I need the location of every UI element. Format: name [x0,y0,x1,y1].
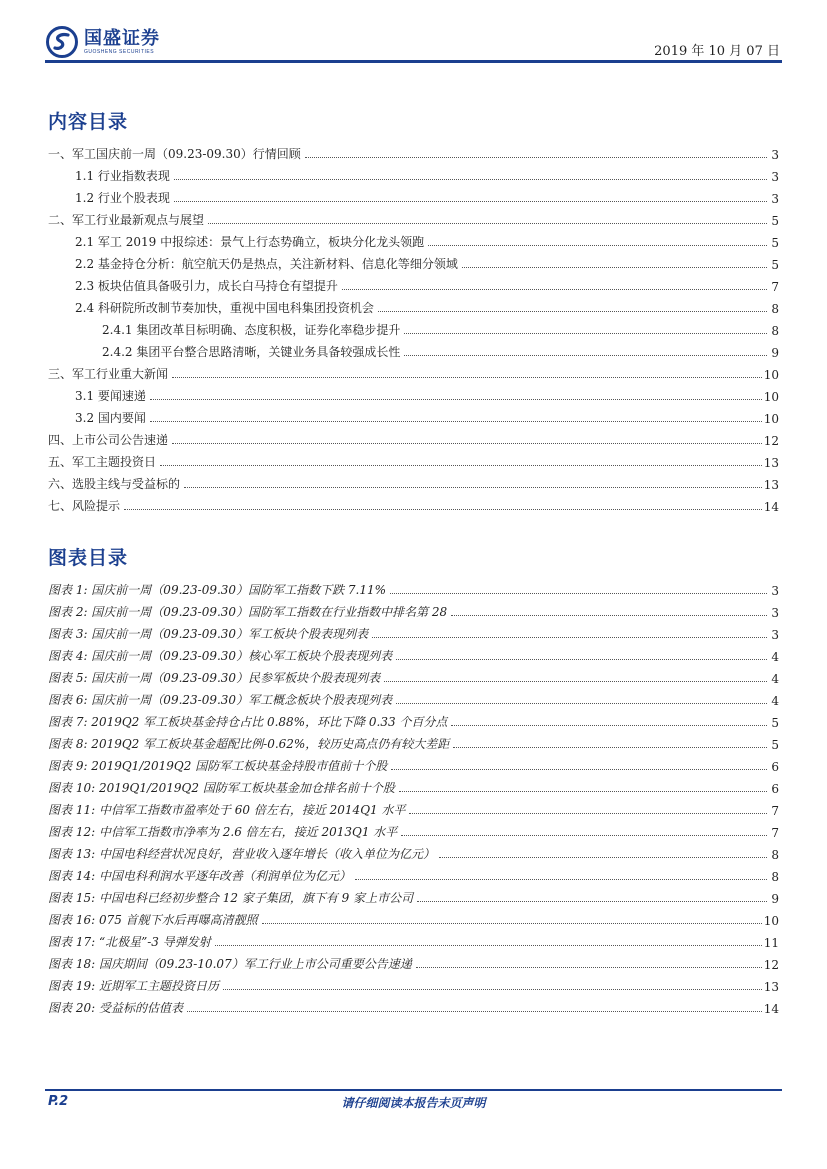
entry-title: 图表 4: 国庆前一周（09.23-09.30）核心军工板块个股表现列表 [48,649,393,663]
entry-title: 2.4.2 集团平台整合思路清晰，关键业务具备较强成长性 [48,343,402,360]
entry-page: 3 [771,584,779,598]
leader-dots [378,311,767,312]
toc-entry[interactable] [48,338,779,360]
leader-dots [417,901,767,902]
entry-title: 2.3 板块估值具备吸引力，成长白马持仓有望提升 [48,277,340,294]
figure-entry[interactable] [48,664,779,686]
toc-entry[interactable] [48,294,779,316]
entry-title: 四、上市公司公告速递 [48,433,169,447]
leader-dots [462,267,767,268]
leader-dots [416,967,762,968]
leader-dots [355,879,767,880]
leader-dots [150,399,762,400]
entry-page: 8 [771,870,779,884]
toc-entry[interactable] [48,228,779,250]
leader-dots [305,157,767,158]
leader-dots [390,593,767,594]
leader-dots [401,835,767,836]
entry-page: 8 [771,848,779,862]
toc-entry[interactable] [48,382,779,404]
figure-entry[interactable] [48,730,779,752]
toc-entry[interactable] [48,184,779,206]
entry-page: 9 [771,346,779,360]
toc-entry[interactable] [48,426,779,448]
entry-page: 13 [763,980,779,994]
contents-title: 内容目录 [48,111,129,133]
entry-title: 一、军工国庆前一周（09.23-09.30）行情回顾 [48,147,301,161]
toc-entry[interactable] [48,492,779,514]
entry-title: 图表 13: 中国电科经营状况良好，营业收入逐年增长（收入单位为亿元） [48,847,435,861]
figure-entry[interactable] [48,708,779,730]
figure-entry[interactable] [48,862,779,884]
entry-title: 1.1 行业指数表现 [48,167,172,184]
brand-subtitle: GUOSHENG SECURITIES [84,49,155,55]
entry-page: 7 [771,804,779,818]
entry-page: 12 [763,958,779,972]
figures-list [48,576,779,1016]
entry-page: 10 [763,914,779,928]
figure-entry[interactable] [48,840,779,862]
toc-entry[interactable] [48,272,779,294]
figure-entry[interactable] [48,994,779,1016]
entry-title: 图表 16: 075 首舰下水后再曝高清靓照 [48,913,258,927]
footer-disclaimer: 请仔细阅读本报告末页声明 [341,1096,486,1110]
entry-page: 5 [771,738,779,752]
toc-entry[interactable] [48,162,779,184]
entry-title: 2.2 基金持仓分析：航空航天仍是热点，关注新材料、信息化等细分领域 [48,255,460,272]
leader-dots [223,989,762,990]
leader-dots [384,681,767,682]
entry-title: 图表 6: 国庆前一周（09.23-09.30）军工概念板块个股表现列表 [48,693,393,707]
leader-dots [174,201,767,202]
figure-entry[interactable] [48,752,779,774]
entry-page: 13 [763,478,779,492]
entry-page: 3 [771,170,779,184]
entry-page: 7 [771,280,779,294]
leader-dots [342,289,767,290]
entry-page: 3 [771,606,779,620]
entry-page: 3 [771,148,779,162]
entry-page: 9 [771,892,779,906]
figure-entry[interactable] [48,576,779,598]
brand-logo [46,26,160,58]
entry-page: 8 [771,324,779,338]
entry-page: 5 [771,214,779,228]
figure-entry[interactable] [48,774,779,796]
entry-title: 图表 12: 中信军工指数市净率为 2.6 倍左右，接近 2013Q1 水平 [48,825,398,839]
header-rule [45,60,782,63]
entry-title: 图表 9: 2019Q1/2019Q2 国防军工板块基金持股市值前十个股 [48,759,388,773]
leader-dots [160,465,762,466]
entry-title: 七、风险提示 [48,499,121,513]
figure-entry[interactable] [48,972,779,994]
toc-entry[interactable] [48,404,779,426]
entry-title: 2.4.1 集团改革目标明确、态度积极，证券化率稳步提升 [48,321,402,338]
toc-entry[interactable] [48,250,779,272]
entry-title: 图表 17: “北极星”-3 导弹发射 [48,935,211,949]
entry-title: 图表 7: 2019Q2 军工板块基金持仓占比 0.88%，环比下降 0.33 个百分点 [48,715,448,729]
leader-dots [439,857,767,858]
entry-title: 二、军工行业最新观点与展望 [48,213,205,227]
leader-dots [404,355,767,356]
leader-dots [409,813,767,814]
leader-dots [150,421,762,422]
leader-dots [372,637,767,638]
entry-page: 12 [763,434,779,448]
leader-dots [215,945,762,946]
entry-page: 4 [771,650,779,664]
figure-entry[interactable] [48,620,779,642]
page-number: P.2 [48,1094,69,1109]
leader-dots [262,923,762,924]
figure-entry[interactable] [48,598,779,620]
toc-entry[interactable] [48,206,779,228]
toc-entry[interactable] [48,448,779,470]
entry-page: 13 [763,456,779,470]
entry-title: 3.1 要闻速递 [48,387,148,404]
entry-title: 图表 20: 受益标的估值表 [48,1001,183,1015]
leader-dots [451,615,767,616]
leader-dots [453,747,767,748]
entry-title: 图表 3: 国庆前一周（09.23-09.30）军工板块个股表现列表 [48,627,369,641]
entry-page: 5 [771,716,779,730]
footer-rule [45,1089,782,1091]
leader-dots [396,703,767,704]
leader-dots [172,377,762,378]
leader-dots [124,509,762,510]
figure-entry[interactable] [48,686,779,708]
entry-page: 4 [771,672,779,686]
brand-name: 国盛证券 [84,28,160,49]
entry-title: 图表 15: 中国电科已经初步整合 12 家子集团，旗下有 9 家上市公司 [48,891,414,905]
figure-entry[interactable] [48,884,779,906]
leader-dots [396,659,767,660]
entry-page: 10 [763,412,779,426]
entry-page: 6 [771,782,779,796]
entry-title: 图表 14: 中国电科利润水平逐年改善（利润单位为亿元） [48,869,351,883]
figures-title: 图表目录 [48,547,129,569]
guosheng-logo-icon [46,26,78,58]
leader-dots [187,1011,762,1012]
leader-dots [404,333,767,334]
figure-entry[interactable] [48,796,779,818]
leader-dots [208,223,767,224]
entry-page: 10 [763,390,779,404]
entry-title: 2.4 科研院所改制节奏加快，重视中国电科集团投资机会 [48,299,376,316]
entry-page: 4 [771,694,779,708]
leader-dots [399,791,767,792]
toc-entry[interactable] [48,470,779,492]
entry-title: 图表 8: 2019Q2 军工板块基金超配比例-0.62%，较历史高点仍有较大差距 [48,737,450,751]
entry-title: 图表 5: 国庆前一周（09.23-09.30）民参军板块个股表现列表 [48,671,381,685]
entry-title: 2.1 军工 2019 中报综述：景气上行态势确立，板块分化龙头领跑 [48,233,426,250]
contents-list [48,140,779,514]
entry-title: 图表 1: 国庆前一周（09.23-09.30）国防军工指数下跌 7.11% [48,583,387,597]
entry-title: 三、军工行业重大新闻 [48,367,169,381]
entry-title: 六、选股主线与受益标的 [48,477,181,491]
entry-title: 图表 18: 国庆期间（09.23-10.07）军工行业上市公司重要公告速递 [48,957,412,971]
entry-page: 3 [771,192,779,206]
figure-entry[interactable] [48,906,779,928]
entry-title: 1.2 行业个股表现 [48,189,172,206]
entry-page: 11 [763,936,779,950]
toc-entry[interactable] [48,316,779,338]
figure-entry[interactable] [48,642,779,664]
toc-entry[interactable] [48,360,779,382]
entry-page: 3 [771,628,779,642]
entry-page: 5 [771,258,779,272]
leader-dots [174,179,767,180]
figure-entry[interactable] [48,928,779,950]
entry-title: 图表 19: 近期军工主题投资日历 [48,979,219,993]
entry-page: 6 [771,760,779,774]
toc-entry[interactable] [48,140,779,162]
entry-page: 10 [763,368,779,382]
leader-dots [428,245,767,246]
entry-page: 7 [771,826,779,840]
leader-dots [184,487,762,488]
entry-title: 图表 2: 国庆前一周（09.23-09.30）国防军工指数在行业指数中排名第 28 [48,605,448,619]
figure-entry[interactable] [48,818,779,840]
entry-page: 5 [771,236,779,250]
entry-title: 五、军工主题投资日 [48,455,157,469]
entry-title: 图表 11: 中信军工指数市盈率处于 60 倍左右，接近 2014Q1 水平 [48,803,406,817]
leader-dots [391,769,767,770]
report-date: 2019 年 10 月 07 日 [654,44,780,59]
entry-page: 14 [763,500,779,514]
page-header [0,0,827,64]
entry-page: 14 [763,1002,779,1016]
entry-page: 8 [771,302,779,316]
leader-dots [451,725,767,726]
leader-dots [172,443,762,444]
entry-title: 图表 10: 2019Q1/2019Q2 国防军工板块基金加仓排名前十个股 [48,781,395,795]
entry-title: 3.2 国内要闻 [48,409,148,426]
figure-entry[interactable] [48,950,779,972]
